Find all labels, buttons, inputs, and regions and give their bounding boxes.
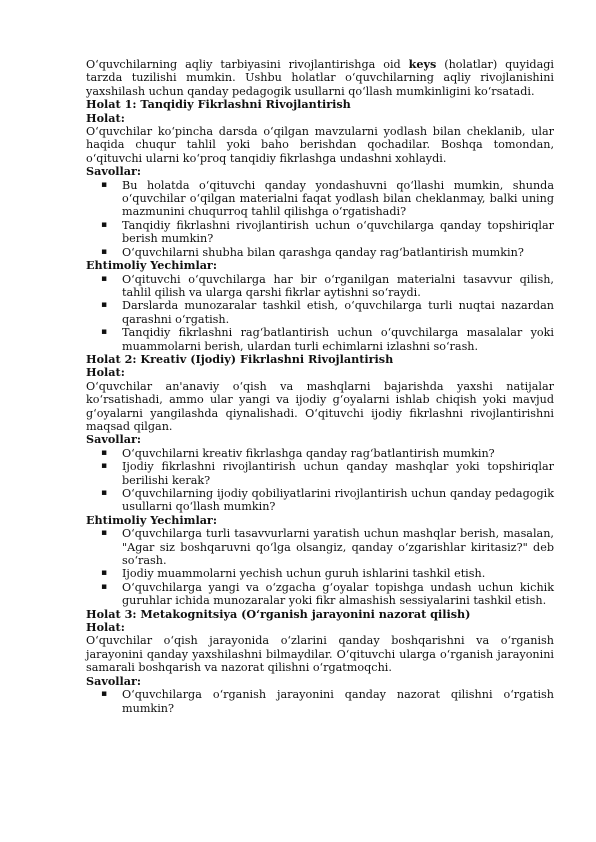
list-item: ▪ O‘quvchilarni shubha bilan qarashga qanday rag‘batlantirish mumkin?	[86, 246, 554, 259]
list-item: ▪ Ijodiy fikrlashni rivojlantirish uchun qanday mashqlar yoki topshiriqlar berilishi kerak?	[86, 460, 554, 487]
case-1-yechimlar-label: Ehtimoliy Yechimlar:	[86, 258, 217, 273]
case-2	[86, 353, 554, 608]
case-1	[86, 98, 554, 353]
list-item: ▪ Ijodiy muammolarni yechish uchun guruh ishlarini tashkil etish.	[86, 567, 554, 580]
case-3-savollar-label: Savollar:	[86, 673, 142, 688]
list-item: ▪ O‘qituvchi o‘quvchilarga har bir o‘rganilgan materialni tasavvur qilish, tahlil qilish va ularga qarshi fikrlar aytishni so‘raydi.	[86, 273, 554, 300]
list-item: ▪ O‘quvchilarga o‘rganish jarayonini qanday nazorat qilishni o‘rgatish mumkin?	[86, 688, 554, 715]
intro-text-start: O‘quvchilarning aqliy tarbiyasini rivojlantirishga oid	[86, 58, 409, 71]
case-2-savollar-list	[86, 447, 554, 514]
list-item: ▪ O‘quvchilarga yangi va o‘zgacha g‘oyalar topishga undash uchun kichik guruhlar ichida munozaralar yoki fikr almashish sessiyalarini tashkil etish.	[86, 581, 554, 608]
case-2-savollar-label: Savollar:	[86, 432, 142, 447]
list-item: ▪ O‘quvchilarning ijodiy qobiliyatlarini rivojlantirish uchun qanday pedagogik usullarni qo‘llash mumkin?	[86, 487, 554, 514]
intro-keyword: keys	[408, 57, 437, 71]
list-item: ▪ Tanqidiy fikrlashni rag‘batlantirish uchun o‘quvchilarga masalalar yoki muammolarni berish, ulardan turli echimlarni izlashni so‘rash.	[86, 326, 554, 353]
case-2-title: Holat 2: Kreativ (Ijodiy) Fikrlashni Rivojlantirish	[86, 351, 394, 366]
case-2-yechimlar-label: Ehtimoliy Yechimlar:	[86, 512, 217, 527]
case-1-holat-label: Holat:	[86, 110, 125, 125]
case-1-yechimlar-list	[86, 273, 554, 353]
list-item: ▪ Tanqidiy fikrlashni rivojlantirish uchun o‘quvchilarga qanday topshiriqlar berish mumkin?	[86, 219, 554, 246]
case-3-holat-text: O‘quvchilar o‘qish jarayonida o‘zlarini qanday boshqarishni va o‘rganish jarayonini qanday yaxshilashni bilmaydilar. O‘qituvchi ularga o‘rganish jarayonini samarali boshqarish va nazorat qilishni o‘rgatmoqchi.	[86, 634, 554, 675]
case-3	[86, 608, 554, 715]
list-item: ▪ O‘quvchilarga turli tasavvurlarni yaratish uchun mashqlar berish, masalan, "Agar siz boshqaruvni qo‘lga olsangiz, qanday o‘zgarishlar kiritasiz?" deb so‘rash.	[86, 527, 554, 567]
case-2-holat-text: O‘quvchilar an'anaviy o‘qish va mashqlarni bajarishda yaxshi natijalar ko‘rsatishadi, ammo ular yangi va ijodiy g‘oyalarni ishlab chiqish yoki mavjud g‘oyalarni yangilashda qiynalishadi. O‘qituvchi ijodiy fikrlashni rivojlantirishni maqsad qilgan.	[86, 379, 554, 433]
list-item: ▪ Darslarda munozaralar tashkil etish, o‘quvchilarga turli nuqtai nazardan qarashni o‘rgatish.	[86, 299, 554, 326]
case-3-savollar-list	[86, 688, 554, 715]
list-item: ▪ Bu holatda o‘qituvchi qanday yondashuvni qo‘llashi mumkin, shunda o‘quvchilar o‘qilgan materialni faqat yodlash bilan cheklanmay, balki uning mazmunini chuqurroq tahlil qilishga o‘rgatishadi?	[86, 179, 554, 219]
intro-text-end: (holatlar) quyidagi tarzda tuzilishi mumkin. Ushbu holatlar o‘quvchilarning aqliy rivojlanishini yaxshilash uchun qanday pedagogik usullarni qo‘llash mumkinligini ko‘rsatadi.	[86, 58, 554, 98]
case-2-yechimlar-list	[86, 527, 554, 607]
case-1-savollar-label: Savollar:	[86, 164, 142, 179]
case-3-holat-label: Holat:	[86, 620, 125, 635]
case-3-title: Holat 3: Metakognitsiya (O‘rganish jarayonini nazorat qilish)	[86, 606, 471, 621]
list-item: ▪ O‘quvchilarni kreativ fikrlashga qanday rag‘batlantirish mumkin?	[86, 447, 554, 460]
case-1-holat-text: O‘quvchilar ko‘pincha darsda o‘qilgan mavzularni yodlash bilan cheklanib, ular haqida chuqur tahlil yoki baho berishdan qochadilar. Boshqa tomondan, o‘qituvchi ularni ko‘proq tanqidiy fikrlashga undashni xohlaydi.	[86, 125, 554, 165]
case-1-title: Holat 1: Tanqidiy Fikrlashni Rivojlantirish	[86, 97, 351, 112]
case-2-holat-label: Holat:	[86, 365, 125, 380]
intro-paragraph	[86, 58, 554, 98]
case-1-savollar-list	[86, 179, 554, 259]
